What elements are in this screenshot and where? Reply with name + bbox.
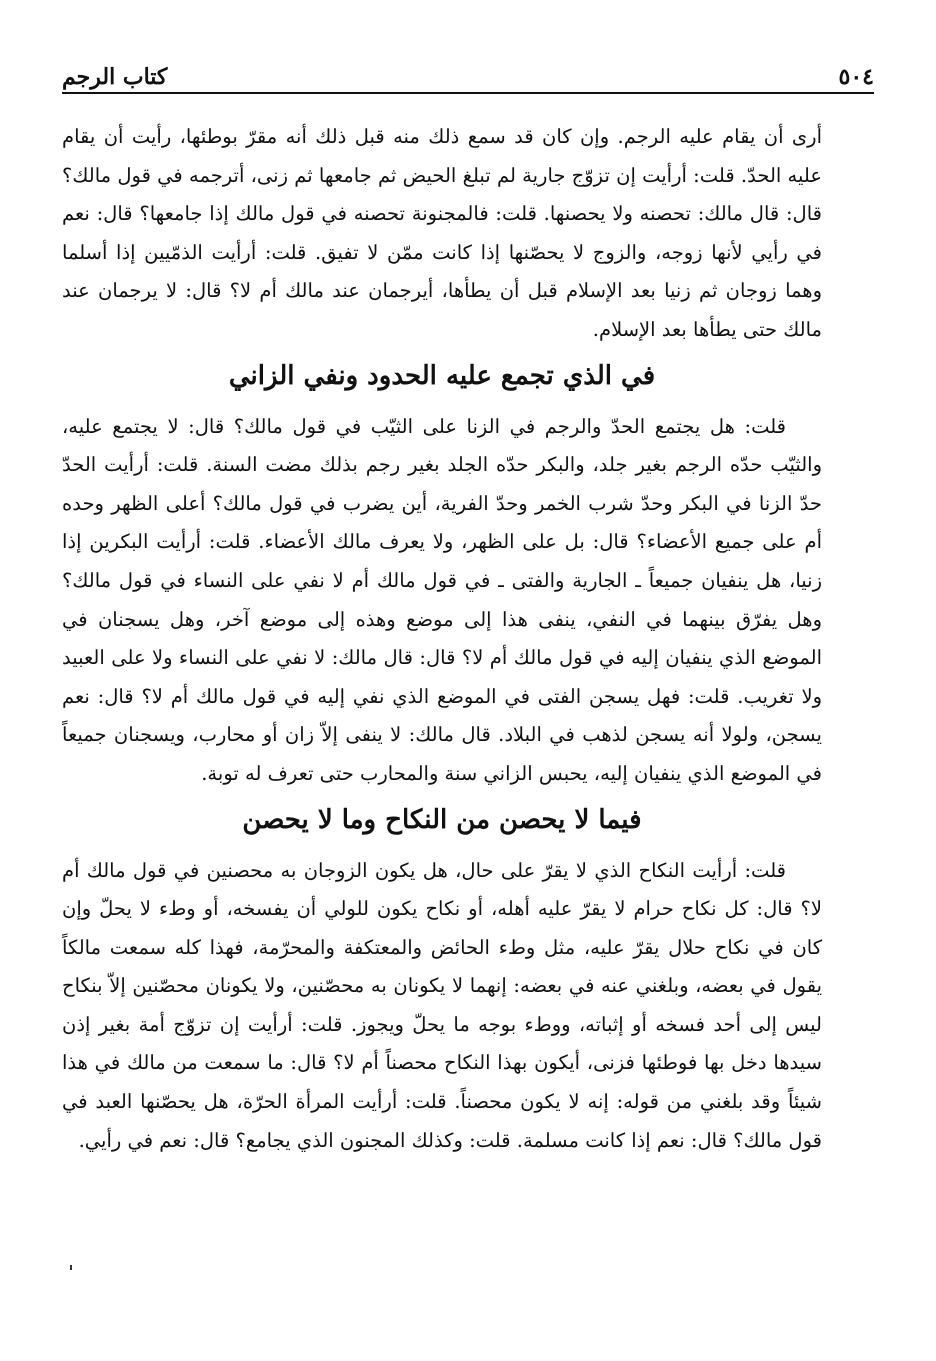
page-body [62,118,822,1160]
paragraph: أرى أن يقام عليه الرجم. وإن كان قد سمع ذلك منه قبل ذلك أنه مقرّ بوطئها، رأيت أن يقام عليه الحدّ. قلت: أرأيت إن تزوّج جارية لم تبلغ الحيض ثم جامعها ثم زنى، أترجمه في قول مالك؟ قال: قال مالك: تحصنه ولا يحصنها. قلت: فالمجنونة تحصنه في قول مالك إذا جامعها؟ قال: نعم في رأيي لأنها زوجه، والزوج لا يحصّنها إذا كانت ممّن لا تفيق. قلت: أرأيت الذمّيين إذا أسلما وهما زوجان ثم زنيا بعد الإسلام قبل أن يطأها، أيرجمان عند مالك أم لا؟ قال: لا يرجمان عند مالك حتى يطأها بعد الإسلام. [62,125,822,341]
page-header [62,60,874,94]
paragraph: قلت: أرأيت النكاح الذي لا يقرّ على حال، هل يكون الزوجان به محصنين في قول مالك أم لا؟ قال: كل نكاح حرام لا يقرّ عليه أهله، أو نكاح يكون للولي أن يفسخه، أو وطء لا يحلّ وإن كان في نكاح حلال يقرّ عليه، مثل وطء الحائض والمعتكفة والمحرّمة، فهذا كله سمعت مالكاً يقول في بعضه، وبلغني عنه في بعضه: إنهما لا يكونان به محصّنين، ولا يكونان محصّنين إلاّ بنكاح ليس إلى أحد فسخه أو إثباته، ووطء بوجه ما يحلّ ويجوز. قلت: أرأيت إن تزوّج أمة بغير إذن سيدها دخل بها فوطئها فزنى، أيكون بهذا النكاح محصناً أم لا؟ قال: ما سمعت من مالك في هذا شيئاً وقد بلغني من قوله: إنه لا يكون محصناً. قلت: أرأيت المرأة الحرّة، هل يحصّنها العبد في قول مالك؟ قال: نعم إذا كانت مسلمة. قلت: وكذلك المجنون الذي يجامع؟ قال: نعم في رأيي. [62,858,822,1152]
stray-ink-mark [70,1265,72,1270]
paragraph: قلت: هل يجتمع الحدّ والرجم في الزنا على الثيّب في قول مالك؟ قال: لا يجتمع عليه، والثيّب حدّه الرجم بغير جلد، والبكر حدّه الجلد بغير رجم بذلك مضت السنة. قلت: أرأيت الحدّ حدّ الزنا في البكر وحدّ شرب الخمر وحدّ الفرية، أين يضرب في قول مالك؟ أعلى الظهر وحده أم على جميع الأعضاء؟ قال: بل على الظهر، ولا يعرف مالك الأعضاء. قلت: أرأيت البكرين إذا زنيا، هل ينفيان جميعاً ـ الجارية والفتى ـ في قول مالك أم لا نفي على النساء في قول مالك؟ وهل يفرّق بينهما في النفي، ينفى هذا إلى موضع وهذه إلى موضع آخر، وهل يسجنان في الموضع الذي ينفيان إليه في قول مالك أم لا؟ قال: قال مالك: لا نفي على النساء ولا على العبيد ولا تغريب. قلت: فهل يسجن الفتى في الموضع الذي نفي إليه في قول مالك أم لا؟ قال: نعم يسجن، ولولا أنه يسجن لذهب في البلاد. قال مالك: لا ينفى إلاّ زان أو محارب، ويسجنان جميعاً في الموضع الذي ينفيان إليه، يحبس الزاني سنة والمحارب حتى تعرف له توبة. [62,414,822,785]
section-heading: في الذي تجمع عليه الحدود ونفي الزاني [228,360,656,391]
page-number: ٥٠٤ [838,64,874,90]
section-heading: فيما لا يحصن من النكاح وما لا يحصن [242,804,642,835]
running-title: كتاب الرجم [62,64,168,90]
